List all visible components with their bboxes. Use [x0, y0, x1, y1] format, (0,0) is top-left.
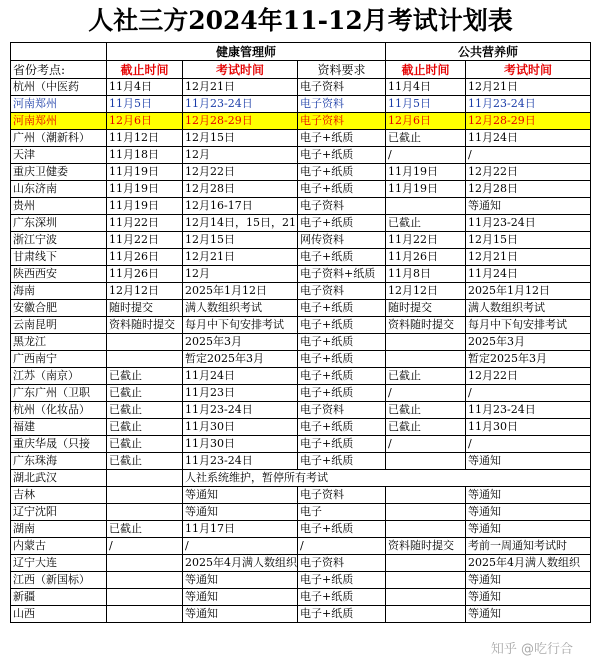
province-cell: 河南郑州	[11, 96, 107, 113]
table-body	[11, 43, 591, 623]
province-cell: 浙江宁波	[11, 232, 107, 249]
table-row	[11, 385, 591, 402]
deadline-health-cell: 已截止	[107, 453, 183, 470]
deadline-health-cell	[107, 487, 183, 504]
table-row	[11, 198, 591, 215]
column-header-row	[11, 61, 591, 79]
deadline-nutrition-cell: 已截止	[386, 419, 466, 436]
deadline-nutrition-cell: /	[386, 385, 466, 402]
col-header-exam-nutrition: 考试时间	[466, 61, 591, 79]
requirement-cell: 电子+纸质	[298, 334, 386, 351]
deadline-health-cell: 12月12日	[107, 283, 183, 300]
province-cell: 海南	[11, 283, 107, 300]
watermark: 知乎 @吃行合	[490, 642, 573, 657]
exam-health-cell: 等通知	[183, 572, 298, 589]
group-nutrition: 公共营养师	[386, 43, 591, 61]
exam-nutrition-cell: 2025年3月	[466, 334, 591, 351]
province-cell: 广东珠海	[11, 453, 107, 470]
deadline-health-cell: 12月6日	[107, 113, 183, 130]
requirement-cell: 电子+纸质	[298, 419, 386, 436]
deadline-nutrition-cell: 已截止	[386, 368, 466, 385]
exam-health-cell: 12月	[183, 147, 298, 164]
table-row	[11, 300, 591, 317]
deadline-health-cell: 已截止	[107, 402, 183, 419]
deadline-health-cell	[107, 504, 183, 521]
requirement-cell: 电子资料	[298, 555, 386, 572]
exam-nutrition-cell: 等通知	[466, 198, 591, 215]
exam-health-cell: 11月23-24日	[183, 453, 298, 470]
exam-health-cell: 11月23-24日	[183, 402, 298, 419]
table-row	[11, 96, 591, 113]
table-row	[11, 181, 591, 198]
deadline-health-cell: 11月19日	[107, 164, 183, 181]
exam-health-cell: 满人数组织考试	[183, 300, 298, 317]
deadline-health-cell: 11月18日	[107, 147, 183, 164]
province-cell: 广东广州（卫职	[11, 385, 107, 402]
group-header-row	[11, 43, 591, 61]
table-row	[11, 266, 591, 283]
table-row	[11, 572, 591, 589]
deadline-health-cell: 11月12日	[107, 130, 183, 147]
exam-nutrition-cell: 12月15日	[466, 232, 591, 249]
requirement-cell: 电子资料	[298, 198, 386, 215]
exam-nutrition-cell: 等通知	[466, 589, 591, 606]
table-row	[11, 249, 591, 266]
col-header-province: 省份考点:	[11, 61, 107, 79]
deadline-nutrition-cell: 已截止	[386, 130, 466, 147]
deadline-health-cell: 已截止	[107, 419, 183, 436]
exam-nutrition-cell: 11月23-24日	[466, 96, 591, 113]
exam-health-cell: 12月21日	[183, 249, 298, 266]
deadline-health-cell: 11月4日	[107, 79, 183, 96]
exam-health-cell: 12月28日	[183, 181, 298, 198]
deadline-nutrition-cell: 已截止	[386, 215, 466, 232]
exam-health-cell: 等通知	[183, 487, 298, 504]
province-cell: 内蒙古	[11, 538, 107, 555]
deadline-nutrition-cell: /	[386, 147, 466, 164]
exam-health-cell: 12月16-17日	[183, 198, 298, 215]
requirement-cell: 电子	[298, 504, 386, 521]
table-row	[11, 419, 591, 436]
deadline-health-cell: 11月22日	[107, 232, 183, 249]
table-row	[11, 147, 591, 164]
deadline-nutrition-cell: 12月12日	[386, 283, 466, 300]
deadline-nutrition-cell: 11月8日	[386, 266, 466, 283]
deadline-nutrition-cell	[386, 198, 466, 215]
deadline-nutrition-cell: 11月4日	[386, 79, 466, 96]
requirement-cell: 电子+纸质	[298, 572, 386, 589]
col-header-deadline-health: 截止时间	[107, 61, 183, 79]
table-row	[11, 555, 591, 572]
exam-health-cell: 12月28-29日	[183, 113, 298, 130]
province-cell: 江西（新国标）	[11, 572, 107, 589]
requirement-cell: 电子+纸质	[298, 521, 386, 538]
exam-health-cell: 2025年4月满人数组织	[183, 555, 298, 572]
exam-health-cell: 12月21日	[183, 79, 298, 96]
exam-nutrition-cell: /	[466, 436, 591, 453]
province-cell: 福建	[11, 419, 107, 436]
requirement-cell: 电子+纸质	[298, 436, 386, 453]
table-row	[11, 436, 591, 453]
exam-nutrition-cell: 11月30日	[466, 419, 591, 436]
deadline-health-cell: 资料随时提交	[107, 317, 183, 334]
deadline-health-cell	[107, 334, 183, 351]
deadline-nutrition-cell: 11月19日	[386, 181, 466, 198]
exam-health-cell: 12月22日	[183, 164, 298, 181]
requirement-cell: 电子资料	[298, 402, 386, 419]
deadline-nutrition-cell: 11月19日	[386, 164, 466, 181]
deadline-nutrition-cell	[386, 555, 466, 572]
deadline-nutrition-cell: 12月6日	[386, 113, 466, 130]
exam-nutrition-cell: 12月21日	[466, 79, 591, 96]
table-row	[11, 538, 591, 555]
exam-health-cell: 11月17日	[183, 521, 298, 538]
exam-health-cell: 等通知	[183, 589, 298, 606]
province-cell: 山东济南	[11, 181, 107, 198]
deadline-health-cell: 已截止	[107, 385, 183, 402]
deadline-health-cell	[107, 572, 183, 589]
exam-nutrition-cell: 考前一周通知考试时	[466, 538, 591, 555]
requirement-cell: 电子资料	[298, 79, 386, 96]
province-cell: 杭州（中医药	[11, 79, 107, 96]
exam-nutrition-cell: 等通知	[466, 572, 591, 589]
exam-nutrition-cell: 满人数组织考试	[466, 300, 591, 317]
exam-nutrition-cell: 等通知	[466, 504, 591, 521]
requirement-cell: 电子资料+纸质	[298, 266, 386, 283]
province-cell: 山西	[11, 606, 107, 623]
exam-nutrition-cell: 等通知	[466, 606, 591, 623]
requirement-cell: 电子+纸质	[298, 589, 386, 606]
deadline-nutrition-cell	[386, 334, 466, 351]
requirement-cell: 电子+纸质	[298, 300, 386, 317]
deadline-health-cell: 已截止	[107, 436, 183, 453]
exam-health-cell: /	[183, 538, 298, 555]
exam-nutrition-cell: /	[466, 147, 591, 164]
deadline-nutrition-cell: /	[386, 436, 466, 453]
deadline-nutrition-cell: 资料随时提交	[386, 538, 466, 555]
table-row	[11, 470, 591, 487]
exam-health-cell: 12月15日	[183, 232, 298, 249]
col-header-exam-health: 考试时间	[183, 61, 298, 79]
exam-plan-table	[10, 42, 591, 623]
deadline-health-cell	[107, 606, 183, 623]
deadline-nutrition-cell	[386, 606, 466, 623]
table-row	[11, 453, 591, 470]
deadline-health-cell: 已截止	[107, 521, 183, 538]
table-row	[11, 402, 591, 419]
requirement-cell: 电子+纸质	[298, 215, 386, 232]
deadline-nutrition-cell: 随时提交	[386, 300, 466, 317]
deadline-nutrition-cell: 11月26日	[386, 249, 466, 266]
province-cell: 辽宁大连	[11, 555, 107, 572]
province-cell: 河南郑州	[11, 113, 107, 130]
group-health: 健康管理师	[107, 43, 386, 61]
requirement-cell: 电子+纸质	[298, 368, 386, 385]
deadline-nutrition-cell: 已截止	[386, 402, 466, 419]
exam-nutrition-cell: 等通知	[466, 487, 591, 504]
deadline-health-cell: 11月26日	[107, 266, 183, 283]
table-row	[11, 504, 591, 521]
exam-nutrition-cell: 2025年1月12日	[466, 283, 591, 300]
exam-health-cell: 11月23日	[183, 385, 298, 402]
province-cell: 天津	[11, 147, 107, 164]
group-header-blank	[11, 43, 107, 61]
exam-health-cell: 11月23-24日	[183, 96, 298, 113]
requirement-cell: 电子+纸质	[298, 164, 386, 181]
requirement-cell: 电子+纸质	[298, 317, 386, 334]
deadline-health-cell: 11月26日	[107, 249, 183, 266]
deadline-nutrition-cell: 11月5日	[386, 96, 466, 113]
table-row	[11, 368, 591, 385]
table-row	[11, 164, 591, 181]
deadline-nutrition-cell	[386, 487, 466, 504]
deadline-nutrition-cell	[386, 504, 466, 521]
deadline-nutrition-cell	[386, 572, 466, 589]
province-cell: 甘肃线下	[11, 249, 107, 266]
table-row	[11, 79, 591, 96]
deadline-health-cell: 11月19日	[107, 198, 183, 215]
exam-nutrition-cell: 2025年4月满人数组织	[466, 555, 591, 572]
province-cell: 广西南宁	[11, 351, 107, 368]
requirement-cell: 电子资料	[298, 487, 386, 504]
deadline-health-cell	[107, 555, 183, 572]
requirement-cell: 电子+纸质	[298, 351, 386, 368]
col-header-deadline-nutrition: 截止时间	[386, 61, 466, 79]
province-cell: 杭州（化妆品）	[11, 402, 107, 419]
exam-nutrition-cell: 11月23-24日	[466, 402, 591, 419]
requirement-cell: 电子+纸质	[298, 130, 386, 147]
table-row	[11, 113, 591, 130]
exam-nutrition-cell: 每月中下旬安排考试	[466, 317, 591, 334]
province-cell: 广州（潮新科）	[11, 130, 107, 147]
exam-nutrition-cell: 11月24日	[466, 266, 591, 283]
deadline-health-cell: 随时提交	[107, 300, 183, 317]
deadline-health-cell: 11月22日	[107, 215, 183, 232]
deadline-nutrition-cell	[386, 453, 466, 470]
exam-health-cell: 每月中下旬安排考试	[183, 317, 298, 334]
requirement-cell: 网传资料	[298, 232, 386, 249]
exam-nutrition-cell: 12月21日	[466, 249, 591, 266]
page-title: 人社三方2024年11-12月考试计划表	[88, 6, 513, 35]
exam-nutrition-cell: 12月28-29日	[466, 113, 591, 130]
exam-health-cell: 12月14日，15日，21	[183, 215, 298, 232]
deadline-health-cell	[107, 470, 183, 487]
province-cell: 安徽合肥	[11, 300, 107, 317]
table-row	[11, 589, 591, 606]
exam-health-cell: 2025年3月	[183, 334, 298, 351]
deadline-health-cell: 11月19日	[107, 181, 183, 198]
exam-health-cell: 12月15日	[183, 130, 298, 147]
exam-health-cell: 11月24日	[183, 368, 298, 385]
deadline-nutrition-cell: 11月22日	[386, 232, 466, 249]
exam-health-cell: 等通知	[183, 606, 298, 623]
deadline-health-cell: 11月5日	[107, 96, 183, 113]
exam-health-cell: 暂定2025年3月	[183, 351, 298, 368]
table-row	[11, 351, 591, 368]
exam-nutrition-cell: 11月24日	[466, 130, 591, 147]
exam-nutrition-cell: 12月22日	[466, 368, 591, 385]
province-cell: 贵州	[11, 198, 107, 215]
exam-health-cell: 人社系统维护，暂停所有考试	[183, 470, 591, 487]
table-row	[11, 334, 591, 351]
province-cell: 重庆华晟（只接	[11, 436, 107, 453]
exam-nutrition-cell: 12月28日	[466, 181, 591, 198]
exam-nutrition-cell: /	[466, 385, 591, 402]
exam-nutrition-cell: 等通知	[466, 521, 591, 538]
requirement-cell: /	[298, 538, 386, 555]
province-cell: 辽宁沈阳	[11, 504, 107, 521]
province-cell: 湖南	[11, 521, 107, 538]
table-row	[11, 283, 591, 300]
table-row	[11, 130, 591, 147]
province-cell: 江苏（南京）	[11, 368, 107, 385]
requirement-cell: 电子+纸质	[298, 385, 386, 402]
requirement-cell: 电子+纸质	[298, 249, 386, 266]
province-cell: 湖北武汉	[11, 470, 107, 487]
table-row	[11, 521, 591, 538]
province-cell: 新疆	[11, 589, 107, 606]
table-row	[11, 317, 591, 334]
deadline-nutrition-cell: 资料随时提交	[386, 317, 466, 334]
province-cell: 黑龙江	[11, 334, 107, 351]
requirement-cell: 电子+纸质	[298, 606, 386, 623]
table-row	[11, 215, 591, 232]
province-cell: 陕西西安	[11, 266, 107, 283]
col-header-requirement: 资料要求	[298, 61, 386, 79]
table-row	[11, 232, 591, 249]
exam-nutrition-cell: 11月23-24日	[466, 215, 591, 232]
deadline-nutrition-cell	[386, 351, 466, 368]
exam-health-cell: 2025年1月12日	[183, 283, 298, 300]
province-cell: 重庆卫健委	[11, 164, 107, 181]
exam-nutrition-cell: 等通知	[466, 453, 591, 470]
requirement-cell: 电子资料	[298, 113, 386, 130]
province-cell: 广东深圳	[11, 215, 107, 232]
requirement-cell: 电子资料	[298, 96, 386, 113]
deadline-health-cell	[107, 589, 183, 606]
province-cell: 云南昆明	[11, 317, 107, 334]
deadline-health-cell: 已截止	[107, 368, 183, 385]
exam-nutrition-cell: 12月22日	[466, 164, 591, 181]
deadline-health-cell	[107, 351, 183, 368]
requirement-cell: 电子+纸质	[298, 453, 386, 470]
deadline-nutrition-cell	[386, 589, 466, 606]
exam-nutrition-cell: 暂定2025年3月	[466, 351, 591, 368]
requirement-cell: 电子+纸质	[298, 147, 386, 164]
province-cell: 吉林	[11, 487, 107, 504]
exam-health-cell: 11月30日	[183, 419, 298, 436]
table-row	[11, 606, 591, 623]
requirement-cell: 电子+纸质	[298, 181, 386, 198]
table-row	[11, 487, 591, 504]
requirement-cell: 电子资料	[298, 283, 386, 300]
exam-health-cell: 11月30日	[183, 436, 298, 453]
exam-health-cell: 12月	[183, 266, 298, 283]
deadline-nutrition-cell	[386, 521, 466, 538]
exam-health-cell: 等通知	[183, 504, 298, 521]
deadline-health-cell: /	[107, 538, 183, 555]
